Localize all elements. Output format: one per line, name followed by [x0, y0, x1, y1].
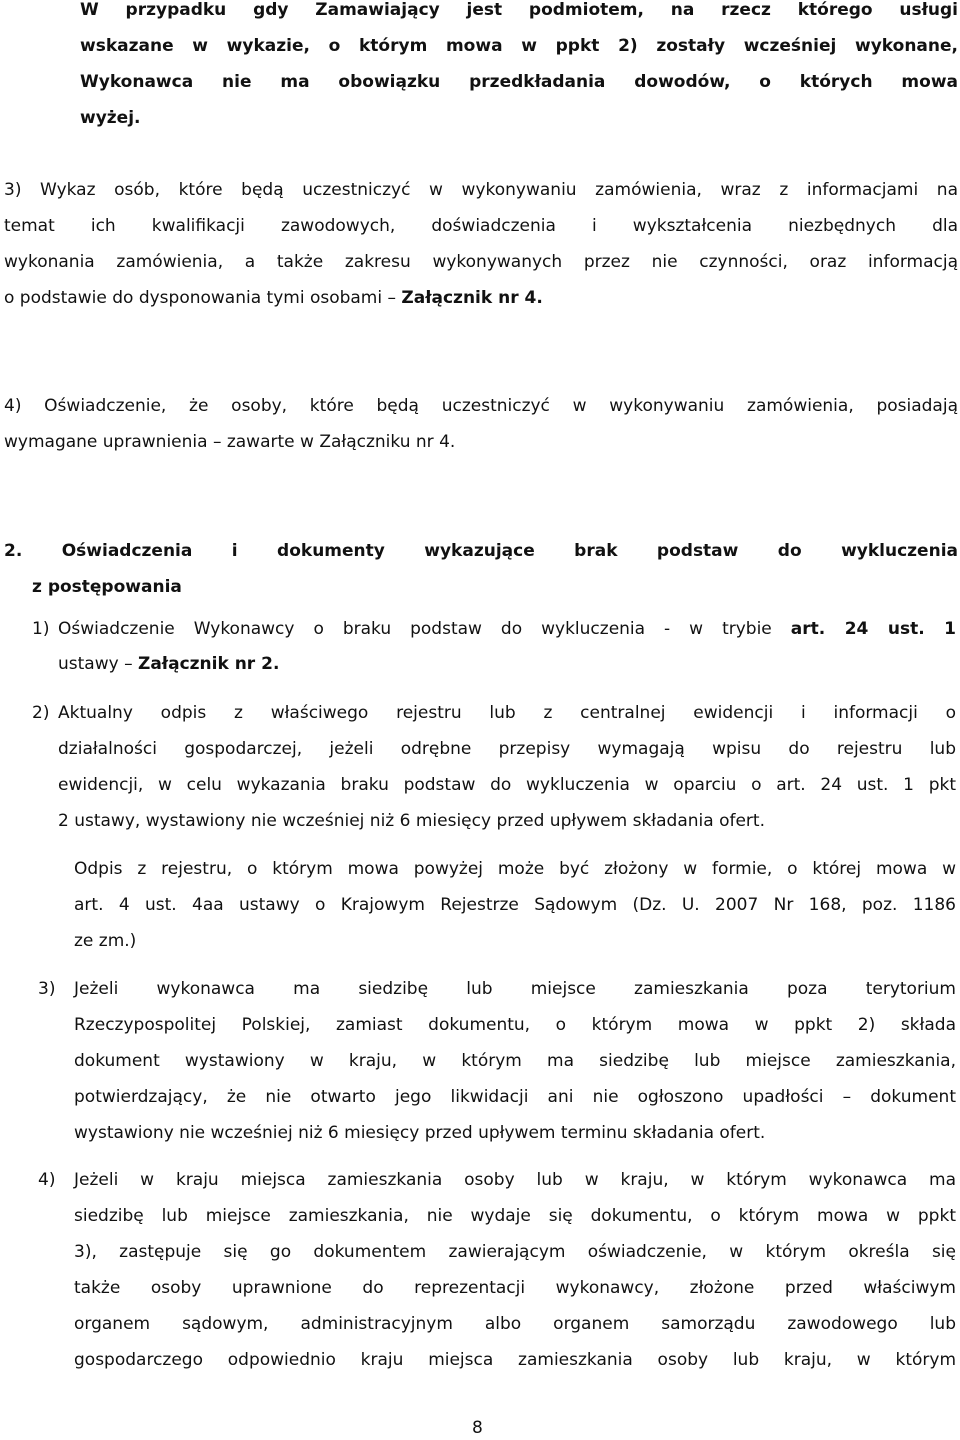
item-1-text: Oświadczenie Wykonawcy o braku podstaw do wykluczenia - w trybie — [58, 619, 791, 639]
item-4-line: 3), zastępuje się go dokumentem zawierającym oświadczenie, w którym określa się — [74, 1242, 956, 1262]
attachment-2-ref: Załącznik nr 2. — [138, 654, 280, 674]
intro-line: Wykonawca nie ma obowiązku przedkładania dowodów, o których mowa — [80, 72, 958, 92]
item-2-line: 2 ustawy, wystawiony nie wcześniej niż 6 miesięcy przed upływem składania ofert. — [58, 811, 765, 831]
item-4-line: Jeżeli w kraju miejsca zamieszkania osoby lub w kraju, w którym wykonawca ma — [74, 1170, 956, 1190]
item-3-line — [4, 288, 543, 308]
item-4-line: gospodarczego odpowiednio kraju miejsca zamieszkania osoby lub kraju, w którym — [74, 1350, 956, 1370]
art-24-ref: art. 24 ust. 1 — [790, 619, 956, 639]
item-2-line: ewidencji, w celu wykazania braku podstaw do wykluczenia w oparciu o art. 24 ust. 1 pkt — [58, 775, 956, 795]
item-3-line: wystawiony nie wcześniej niż 6 miesięcy przed upływem terminu składania ofert. — [74, 1123, 766, 1143]
attachment-4-ref: Załącznik nr 4. — [401, 288, 543, 308]
item-4-line: siedzibę lub miejsce zamieszkania, nie wydaje się dokumentu, o którym mowa w ppkt — [74, 1206, 956, 1226]
item-4-line: organem sądowym, administracyjnym albo organem samorządu zawodowego lub — [74, 1314, 956, 1334]
item-number: 4) — [38, 1170, 56, 1190]
item-2-line: Aktualny odpis z właściwego rejestru lub z centralnej ewidencji i informacji o — [58, 703, 956, 723]
item-3-line: wykonania zamówienia, a także zakresu wykonywanych przez nie czynności, oraz informacją — [4, 252, 958, 272]
intro-line: wyżej. — [80, 108, 141, 128]
item-4-line: także osoby uprawnione do reprezentacji wykonawcy, złożone przed właściwym — [74, 1278, 956, 1298]
item-3-line: Rzeczypospolitej Polskiej, zamiast dokumentu, o którym mowa w ppkt 2) składa — [74, 1015, 956, 1035]
item-number: 3) — [38, 979, 56, 999]
item-1-line — [58, 619, 956, 639]
item-3-line: 3) Wykaz osób, które będą uczestniczyć w wykonywaniu zamówienia, wraz z informacjami na — [4, 180, 958, 200]
item-2-line: działalności gospodarczej, jeżeli odrębne przepisy wymagają wpisu do rejestru lub — [58, 739, 956, 759]
item-2-note-line: ze zm.) — [74, 931, 137, 951]
section-heading-line: 2. Oświadczenia i dokumenty wykazujące brak podstaw do wykluczenia — [4, 541, 958, 561]
item-2-note-line: Odpis z rejestru, o którym mowa powyżej może być złożony w formie, o której mowa w — [74, 859, 956, 879]
item-3-line: temat ich kwalifikacji zawodowych, doświadczenia i wykształcenia niezbędnych dla — [4, 216, 958, 236]
section-heading-line: z postępowania — [32, 577, 182, 597]
item-3-line: dokument wystawiony w kraju, w którym ma siedzibę lub miejsce zamieszkania, — [74, 1051, 956, 1071]
item-number: 2) — [32, 703, 50, 723]
item-3-line: Jeżeli wykonawca ma siedzibę lub miejsce zamieszkania poza terytorium — [74, 979, 956, 999]
item-number: 1) — [32, 619, 50, 639]
item-1-text: ustawy – — [58, 654, 138, 674]
item-3-line: potwierdzający, że nie otwarto jego likwidacji ani nie ogłoszono upadłości – dokument — [74, 1087, 956, 1107]
item-4-line: wymagane uprawnienia – zawarte w Załączniku nr 4. — [4, 432, 456, 452]
page-number: 8 — [472, 1418, 483, 1438]
intro-line: wskazane w wykazie, o którym mowa w ppkt 2) zostały wcześniej wykonane, — [80, 36, 958, 56]
item-2-note-line: art. 4 ust. 4aa ustawy o Krajowym Rejestrze Sądowym (Dz. U. 2007 Nr 168, poz. 1186 — [74, 895, 956, 915]
item-3-last-text: o podstawie do dysponowania tymi osobami – — [4, 288, 402, 308]
item-4-line: 4) Oświadczenie, że osoby, które będą uczestniczyć w wykonywaniu zamówienia, posiadają — [4, 396, 958, 416]
intro-line: W przypadku gdy Zamawiający jest podmiotem, na rzecz którego usługi — [80, 0, 958, 20]
item-1-line — [58, 654, 279, 674]
